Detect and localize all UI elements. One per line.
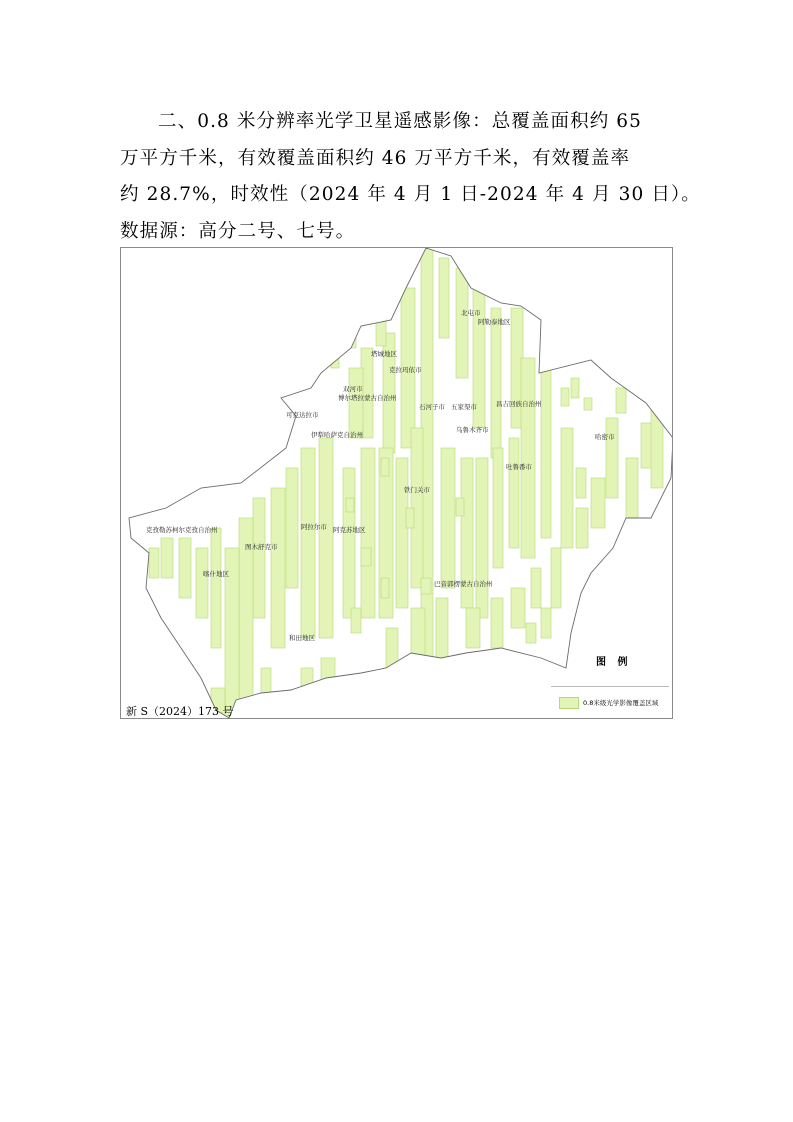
- label-shuanghe: 双河市: [343, 385, 363, 393]
- label-karamay: 克拉玛依市: [389, 366, 422, 374]
- legend-title: 图 例: [596, 657, 632, 668]
- label-hami: 哈密市: [595, 433, 615, 441]
- coverage-strip: [466, 608, 480, 648]
- paragraph-line-4: 数据源：高分二号、七号。: [120, 220, 356, 242]
- coverage-strip: [561, 388, 569, 406]
- coverage-strip: [411, 608, 425, 658]
- paragraph-line-1: 二、0.8 米分辨率光学卫星遥感影像：总覆盖面积约 65: [158, 111, 643, 132]
- coverage-strip: [599, 578, 611, 608]
- coverage-strip: [541, 608, 551, 638]
- coverage-strip: [396, 458, 408, 608]
- coverage-strip: [346, 308, 356, 348]
- coverage-strip: [349, 368, 363, 438]
- coverage-strip: [211, 528, 221, 648]
- label-turpan: 吐鲁番市: [506, 463, 532, 471]
- label-tacheng: 塔城地区: [371, 350, 397, 358]
- coverage-strip: [271, 488, 285, 648]
- coverage-strip: [421, 578, 431, 594]
- label-ili: 伊犁哈萨克自治州: [311, 431, 363, 439]
- coverage-strip: [439, 258, 449, 338]
- label-tumxuk: 图木舒克市: [245, 543, 278, 551]
- map-approval-number: 新 S（2024）173 号: [126, 705, 234, 718]
- coverage-strip: [319, 438, 333, 638]
- coverage-strip: [616, 388, 626, 413]
- coverage-map: [120, 247, 673, 719]
- label-aral: 阿拉尔市: [301, 523, 327, 531]
- coverage-strip: [571, 378, 579, 398]
- legend-item-label: 0.8米级光学影像覆盖区域: [583, 699, 659, 707]
- description-paragraph: [120, 104, 701, 250]
- legend-divider: [551, 686, 669, 687]
- coverage-strip: [253, 498, 265, 618]
- label-kashgar: 喀什地区: [203, 570, 229, 578]
- coverage-strip: [321, 658, 335, 688]
- paragraph-line-2: 万平方千米，有效覆盖面积约 46 万平方千米，有效覆盖率: [120, 147, 631, 169]
- coverage-strip: [511, 588, 525, 628]
- coverage-strip: [551, 548, 561, 608]
- label-bortala: 博尔塔拉蒙古自治州: [338, 394, 397, 402]
- coverage-strip: [351, 608, 361, 633]
- label-kizilsu: 克孜勒苏柯尔克孜自治州: [146, 526, 218, 534]
- coverage-strip: [541, 368, 551, 538]
- coverage-strip: [343, 468, 355, 618]
- coverage-strip: [576, 468, 586, 498]
- coverage-strip: [651, 408, 663, 488]
- coverage-strip: [361, 548, 371, 566]
- coverage-strip: [301, 448, 315, 638]
- coverage-strip: [491, 308, 501, 458]
- coverage-strip: [286, 468, 298, 588]
- legend-swatch: [559, 697, 579, 709]
- coverage-strip: [493, 448, 503, 568]
- map-svg: [121, 248, 673, 719]
- coverage-strip: [149, 548, 159, 578]
- coverage-strip: [584, 398, 592, 410]
- coverage-strip: [196, 548, 208, 618]
- coverage-strip: [456, 268, 468, 378]
- label-bayingolin: 巴音郭楞蒙古自治州: [434, 580, 493, 588]
- label-beitun: 北屯市: [461, 309, 481, 317]
- coverage-strip: [561, 428, 573, 548]
- coverage-strip: [436, 598, 448, 658]
- coverage-strip: [621, 548, 635, 578]
- coverage-strip: [531, 568, 541, 608]
- coverage-strip: [261, 668, 271, 693]
- coverage-strip: [161, 538, 173, 578]
- coverage-strip: [476, 458, 488, 618]
- coverage-strips: [149, 248, 663, 718]
- coverage-strip: [179, 538, 191, 598]
- label-altay: 阿勒泰地区: [478, 318, 511, 326]
- coverage-strip: [576, 508, 588, 548]
- paragraph-line-3: 约 28.7%，时效性（2024 年 4 月 1 日-2024 年 4 月 30 日）。: [120, 184, 701, 205]
- coverage-strip: [406, 508, 414, 528]
- label-wujiaqu: 五家渠市: [451, 403, 477, 411]
- coverage-strip: [591, 478, 605, 528]
- coverage-strip: [521, 358, 535, 558]
- coverage-strip: [626, 458, 638, 518]
- label-hotan: 和田地区: [289, 634, 315, 642]
- coverage-strip: [441, 448, 455, 588]
- coverage-strip: [491, 598, 503, 648]
- coverage-strip: [381, 578, 389, 598]
- label-aksu: 阿克苏地区: [333, 526, 366, 534]
- coverage-strip: [456, 498, 464, 516]
- label-tiemenguan: 铁门关市: [404, 486, 430, 494]
- coverage-strip: [606, 418, 618, 498]
- label-kokdala: 可克达拉市: [286, 411, 319, 419]
- coverage-strip: [381, 458, 389, 476]
- label-shihezi: 石河子市: [419, 403, 445, 411]
- coverage-strip: [509, 438, 519, 548]
- label-urumqi: 乌鲁木齐市: [456, 426, 489, 434]
- coverage-strip: [526, 623, 536, 643]
- label-changji: 昌吉回族自治州: [496, 400, 542, 408]
- coverage-strip: [346, 498, 354, 512]
